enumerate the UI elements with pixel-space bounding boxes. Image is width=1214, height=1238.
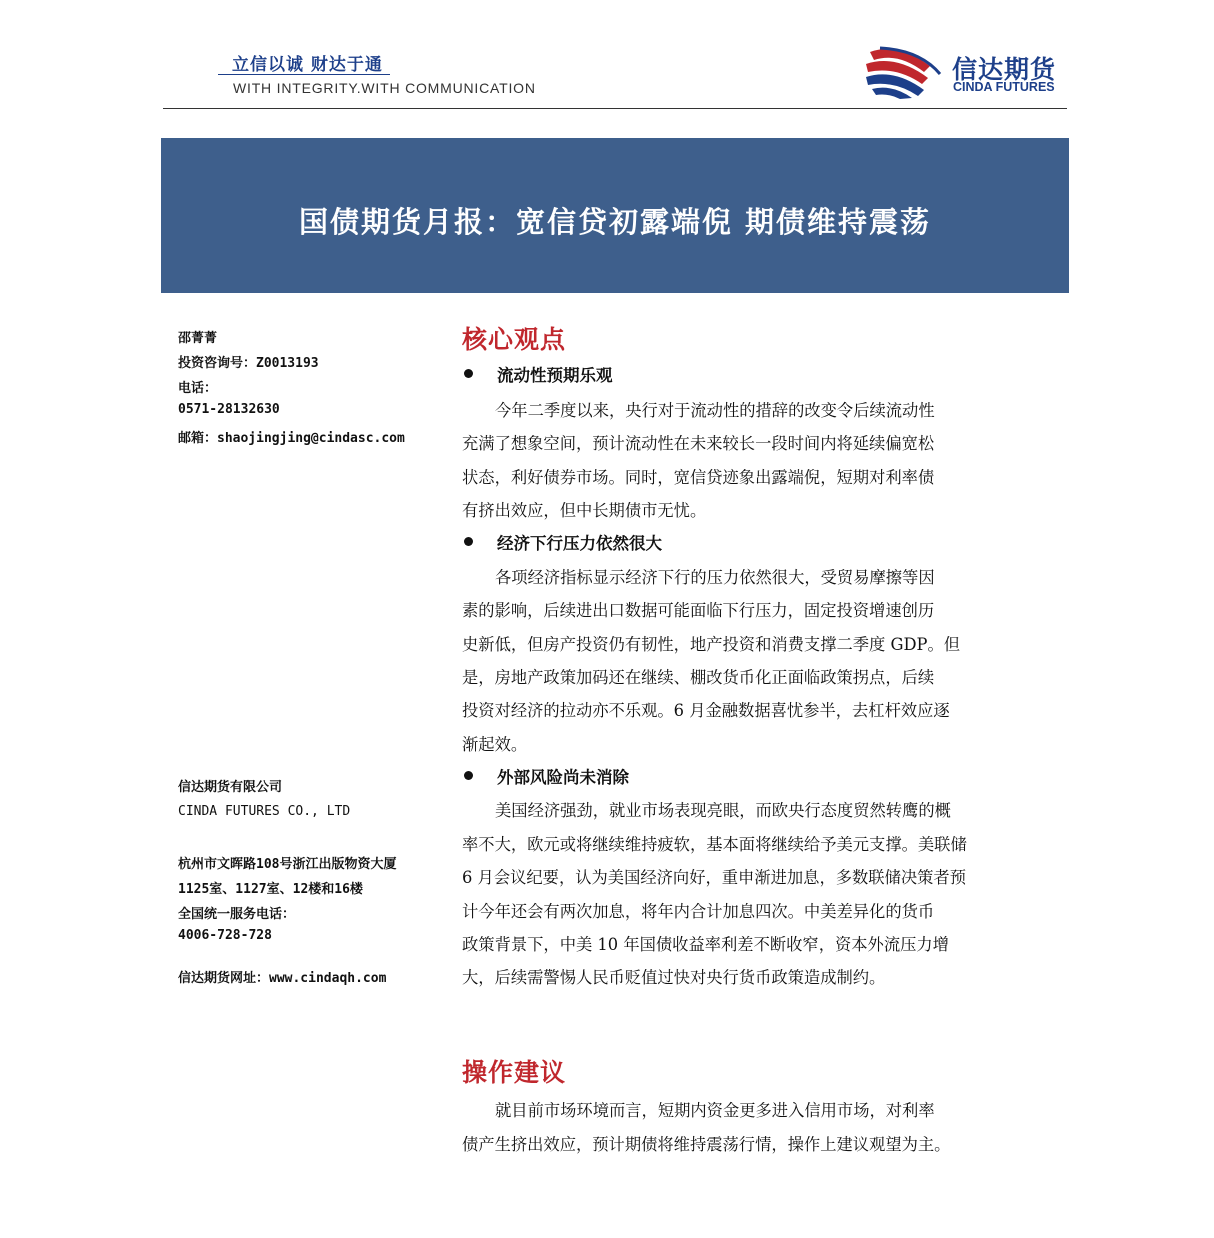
bullet-icon [464, 369, 473, 378]
paragraph-line: 政策背景下，中美 10 年国债收益率利差不断收窄，资本外流压力增 [462, 935, 949, 954]
paragraph-line: 今年二季度以来，央行对于流动性的措辞的改变令后续流动性 [495, 401, 935, 420]
paragraph-line: 渐起效。 [462, 735, 528, 754]
paragraph-line: 是，房地产政策加码还在继续、棚改货币化正面临政策拐点，后续 [462, 668, 935, 687]
paragraph-line: 6 月会议纪要，认为美国经济向好，重申渐进加息，多数联储决策者预 [462, 868, 966, 887]
company-website: 信达期货网址：www.cindaqh.com [178, 971, 387, 986]
paragraph-line: 债产生挤出效应，预计期债将维持震荡行情，操作上建议观望为主。 [462, 1135, 951, 1154]
bullet-heading-external-risk: 外部风险尚未消除 [497, 768, 629, 787]
bullet-icon [464, 537, 473, 546]
phone-number: 0571-28132630 [178, 402, 280, 417]
brand-name-cn: 信达期货 [952, 55, 1057, 84]
brand-name-en: CINDA FUTURES [953, 80, 1055, 94]
paragraph-line: 状态，利好债券市场。同时，宽信贷迹象出露端倪，短期对利率债 [462, 468, 935, 487]
address-line-1: 杭州市文晖路108号浙江出版物资大厦 [178, 857, 397, 872]
address-line-2: 1125室、1127室、12楼和16楼 [178, 882, 363, 897]
paragraph-line: 就目前市场环境而言，短期内资金更多进入信用市场，对利率 [495, 1101, 935, 1120]
section-title-core-views: 核心观点 [462, 325, 567, 354]
company-name-cn: 信达期货有限公司 [178, 780, 283, 795]
paragraph-line: 史新低，但房产投资仍有韧性，地产投资和消费支撑二季度 GDP。但 [462, 635, 961, 654]
author-email: 邮箱：shaojingjing@cindasc.com [178, 431, 405, 446]
section-title-operation-advice: 操作建议 [462, 1058, 567, 1087]
header-divider [163, 108, 1067, 109]
paragraph-line: 投资对经济的拉动亦不乐观。6 月金融数据喜忧参半，去杠杆效应逐 [462, 701, 950, 720]
paragraph-line: 计今年还会有两次加息，将年内合计加息四次。中美差异化的货币 [462, 902, 935, 921]
phone-label: 电话： [178, 381, 218, 396]
paragraph-line: 有挤出效应，但中长期债市无忧。 [462, 501, 707, 520]
paragraph-line: 大，后续需警惕人民币贬值过快对央行货币政策造成制约。 [462, 968, 886, 987]
slogan-en: WITH INTEGRITY.WITH COMMUNICATION [233, 80, 536, 96]
paragraph-line: 素的影响，后续进出口数据可能面临下行压力，固定投资增速创历 [462, 601, 935, 620]
paragraph-line: 率不大，欧元或将继续维持疲软，基本面将继续给予美元支撑。美联储 [462, 835, 967, 854]
author-name: 邵菁菁 [178, 331, 218, 346]
bullet-icon [464, 771, 473, 780]
hotline-number: 4006-728-728 [178, 928, 272, 943]
paragraph-line: 美国经济强劲，就业市场表现亮眼，而欧央行态度贸然转鹰的概 [495, 801, 951, 820]
slogan-rule [218, 74, 390, 75]
bullet-heading-liquidity: 流动性预期乐观 [497, 366, 613, 385]
paragraph-line: 充满了想象空间，预计流动性在未来较长一段时间内将延续偏宽松 [462, 434, 935, 453]
bullet-heading-economy: 经济下行压力依然很大 [497, 534, 662, 553]
report-title: 国债期货月报：宽信贷初露端倪 期债维持震荡 [298, 205, 932, 239]
slogan-cn: 立信以诚 财达于通 [232, 55, 383, 75]
company-name-en: CINDA FUTURES CO., LTD [178, 804, 351, 819]
paragraph-line: 各项经济指标显示经济下行的压力依然很大，受贸易摩擦等因 [495, 568, 935, 587]
author-license: 投资咨询号：Z0013193 [178, 356, 319, 371]
hotline-label: 全国统一服务电话： [178, 907, 296, 922]
